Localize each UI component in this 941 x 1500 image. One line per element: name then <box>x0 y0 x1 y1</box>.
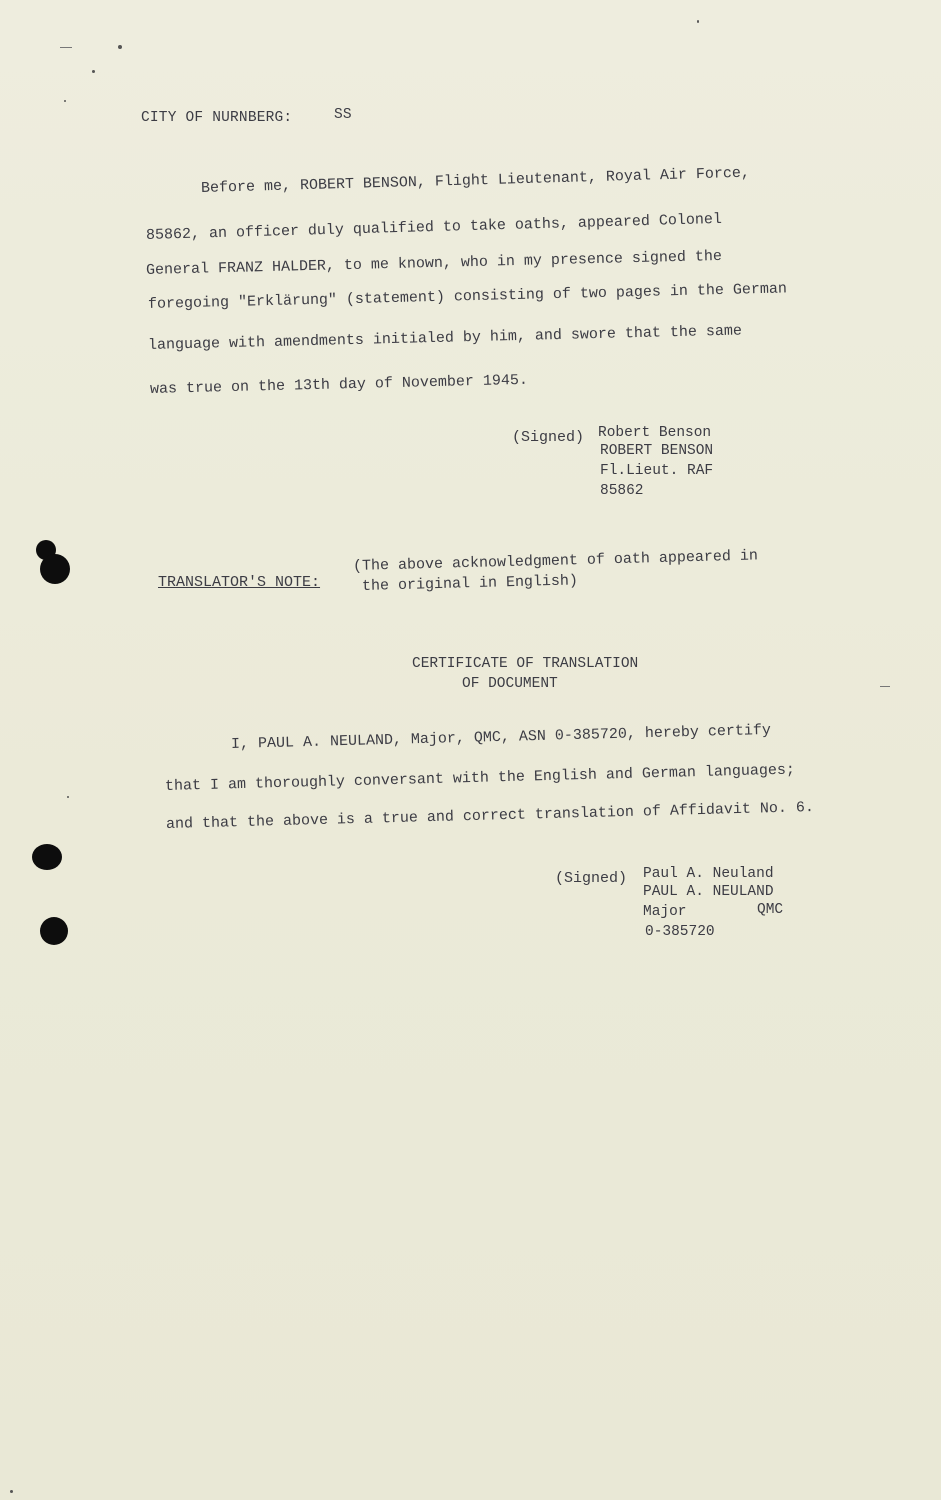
punch-hole <box>32 844 62 870</box>
acknowledgment-line: Before me, ROBERT BENSON, Flight Lieutenant, Royal Air Force, <box>200 164 751 197</box>
translator-note-line: the original in English) <box>361 572 579 595</box>
acknowledgment-line: was true on the 13th day of November 1945. <box>149 371 529 398</box>
signed-label: (Signed) <box>512 429 585 446</box>
signature-rank: Major <box>643 904 687 920</box>
acknowledgment-line: General FRANZ HALDER, to me known, who in my presence signed the <box>145 247 723 279</box>
signature-service-number: 85862 <box>600 483 644 499</box>
certificate-subtitle: OF DOCUMENT <box>462 676 558 692</box>
signed-label: (Signed) <box>555 870 628 887</box>
venue-city: CITY OF NURNBERG: <box>141 110 293 126</box>
signature-corps: QMC <box>757 902 784 918</box>
paper-speck <box>697 20 699 23</box>
signature-service-number: 0-385720 <box>645 924 715 940</box>
translator-note-label: TRANSLATOR'S NOTE: <box>158 574 321 591</box>
punch-hole <box>40 917 68 945</box>
signature-rank: Fl.Lieut. RAF <box>600 463 714 479</box>
punch-hole <box>40 554 70 584</box>
paper-speck <box>92 70 95 73</box>
paper-speck <box>64 100 66 102</box>
certificate-line: and that the above is a true and correct translation of Affidavit No. 6. <box>165 799 815 833</box>
signature-name: Paul A. Neuland <box>643 866 774 882</box>
acknowledgment-line: foregoing "Erklärung" (statement) consisting of two pages in the German <box>147 280 788 313</box>
venue-ss: SS <box>334 107 352 123</box>
translator-note-line: (The above acknowledgment of oath appeared in <box>352 547 759 575</box>
paper-speck <box>67 796 69 798</box>
signature-typed-name: PAUL A. NEULAND <box>643 884 774 900</box>
certificate-line: that I am thoroughly conversant with the English and German languages; <box>164 761 796 795</box>
paper-mark <box>60 47 72 48</box>
acknowledgment-line: language with amendments initialed by him, and swore that the same <box>147 322 743 354</box>
acknowledgment-line: 85862, an officer duly qualified to take oaths, appeared Colonel <box>145 210 723 244</box>
paper-mark <box>880 686 890 687</box>
certificate-title: CERTIFICATE OF TRANSLATION <box>412 656 639 672</box>
certificate-line: I, PAUL A. NEULAND, Major, QMC, ASN 0-385720, hereby certify <box>230 721 772 753</box>
paper-speck <box>10 1490 13 1493</box>
signature-name: Robert Benson <box>598 425 712 441</box>
signature-typed-name: ROBERT BENSON <box>600 443 714 459</box>
paper-speck <box>118 45 122 49</box>
